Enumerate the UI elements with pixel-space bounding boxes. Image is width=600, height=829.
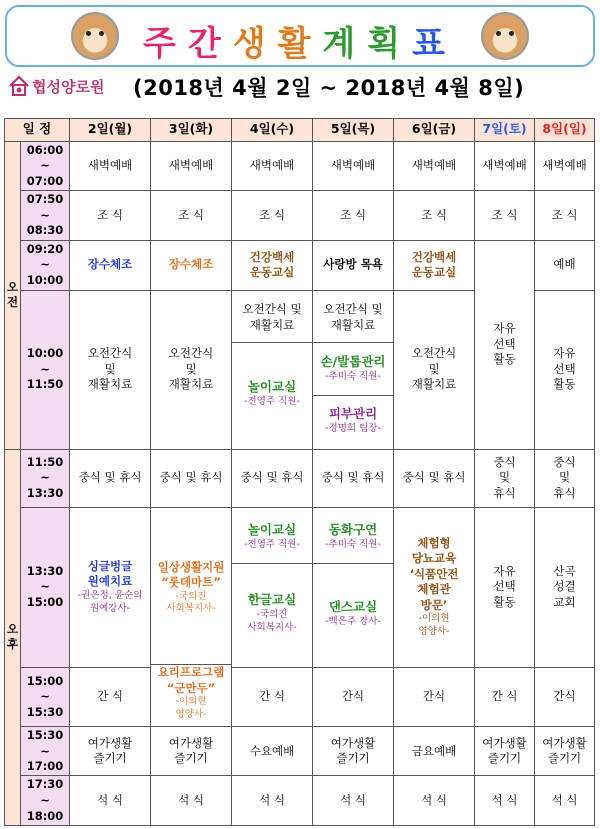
schedule-cell: 건강백세 운동교실 [232,240,313,290]
schedule-cell: 산곡 성결 교회 [535,507,595,667]
schedule-cell: 석 식 [232,776,313,826]
schedule-cell: 오전간식 및 재활치료 [151,290,232,449]
day-wed: 4일(수) [232,119,313,142]
day-thu: 5일(목) [313,119,394,142]
schedule-cell: 간식 [394,667,475,727]
schedule-cell: 석 식 [70,776,151,826]
schedule-cell: 여가생활 즐기기 [475,727,535,776]
schedule-cell: 장수체조 [70,240,151,290]
schedule-cell: 조 식 [313,191,394,240]
title-char: 주 [142,24,188,64]
schedule-cell: 중식 및 휴식 [232,449,313,507]
schedule-cell: 오전간식 및 재활치료 놀이교실 -전영주 직원- [232,290,313,449]
schedule-cell: 간식 [313,667,394,727]
schedule-cell: 새벽예배 [70,141,151,190]
house-logo-icon [8,75,30,97]
time-slot: 09:20 ~ 10:00 [21,240,70,290]
time-slot: 06:00 ~ 07:00 [21,141,70,190]
schedule-cell: 새벽예배 [475,141,535,190]
day-sat: 7일(토) [475,119,535,142]
header-label: 일 정 [5,119,70,142]
schedule-cell: 간 식 [70,667,151,727]
dog-face-icon [481,12,529,60]
schedule-cell: 석 식 [313,776,394,826]
schedule-cell: 간식 [535,667,595,727]
schedule-cell: 간 식 [232,667,313,727]
schedule-cell: 새벽예배 [313,141,394,190]
schedule-cell: 놀이교실 -전영주 직원- 한글교실 -국의진 사회복지사- [232,507,313,667]
subtitle-row [8,72,598,102]
schedule-cell: 자유 선택 활동 [475,240,535,449]
title-char: 표 [412,24,457,64]
schedule-cell: 중식 및 휴식 [151,449,232,507]
schedule-cell: 조 식 [394,191,475,240]
time-slot: 15:30 ~ 17:00 [21,727,70,776]
schedule-cell: 석 식 [535,776,595,826]
schedule-cell: 자유 선택 활동 [535,290,595,449]
schedule-cell: 동화구연 -추미숙 직원- 댄스교실 -백은주 강사- [313,507,394,667]
schedule-cell: 새벽예배 [151,141,232,190]
schedule-cell: 오전간식 및 재활치료 손/발톱관리 -추미숙 직원- 피부관리 -정명희 팀장- [313,290,394,449]
schedule-cell: 예배 [535,240,595,290]
schedule-cell: 건강백세 운동교실 [394,240,475,290]
schedule-cell: 장수체조 [151,240,232,290]
time-slot: 13:30 ~ 15:00 [21,507,70,667]
am-label: 오 전 [5,141,21,449]
title-char: 생 [232,24,278,64]
day-sun: 8일(일) [535,119,595,142]
schedule-cell: 조 식 [151,191,232,240]
schedule-cell: 조 식 [475,191,535,240]
schedule-cell: 중식 및 휴식 [535,449,595,507]
schedule-cell: 중식 및 휴식 [475,449,535,507]
title-char: 획 [367,24,413,64]
schedule-cell: 중식 및 휴식 [313,449,394,507]
schedule-cell: 중식 및 휴식 [70,449,151,507]
day-mon: 2일(월) [70,119,151,142]
schedule-cell: 조 식 [232,191,313,240]
schedule-cell: 사랑방 목욕 [313,240,394,290]
day-tue: 3일(화) [151,119,232,142]
schedule-cell: 새벽예배 [232,141,313,190]
schedule-cell: 여가생활 즐기기 [313,727,394,776]
schedule-cell: 새벽예배 [535,141,595,190]
schedule-cell: 중식 및 휴식 [394,449,475,507]
org-name: 협성양로원 [32,78,105,96]
schedule-cell: 석 식 [394,776,475,826]
schedule-cell: 석 식 [475,776,535,826]
schedule-table [4,118,595,826]
schedule-cell: 자유 선택 활동 [475,507,535,667]
schedule-cell: 간 식 [475,667,535,727]
schedule-cell: 오전간식 및 재활치료 [70,290,151,449]
schedule-cell: 석 식 [151,776,232,826]
schedule-cell: 조 식 [535,191,595,240]
time-slot: 15:00 ~ 15:30 [21,667,70,727]
schedule-cell: 체험형 당뇨교육 ‘식품안전 체험관 방문’ -이의현 영양사- [394,507,475,667]
schedule-cell: 수요예배 [232,727,313,776]
time-slot: 07:50 ~ 08:30 [21,191,70,240]
schedule-cell: 일상생활지원 “롯데마트” -국의진 사회복지사- 요리프로그램 “군만두” -이의현 영양사- [151,507,232,726]
time-slot: 11:50 ~ 13:30 [21,449,70,507]
day-fri: 6일(금) [394,119,475,142]
schedule-cell: 조 식 [70,191,151,240]
schedule-cell: 새벽예배 [394,141,475,190]
schedule-cell: 여가생활 즐기기 [535,727,595,776]
title-banner [5,5,595,67]
schedule-cell: 금요예배 [394,727,475,776]
title-char: 간 [187,24,233,64]
time-slot: 17:30 ~ 18:00 [21,776,70,826]
schedule-cell: 오전간식 및 재활치료 [394,290,475,449]
title-char: 계 [322,24,368,64]
pm-label: 오 후 [5,449,21,825]
time-slot: 10:00 ~ 11:50 [21,290,70,449]
period-text: (2018년 4월 2일 ~ 2018년 4월 8일) [133,76,525,100]
schedule-cell: 여가생활 즐기기 [151,727,232,776]
schedule-cell: 싱글벙글 원예치료 -권은정, 윤순의 원예강사- [70,507,151,667]
title-char: 활 [277,24,323,64]
schedule-cell: 여가생활 즐기기 [70,727,151,776]
